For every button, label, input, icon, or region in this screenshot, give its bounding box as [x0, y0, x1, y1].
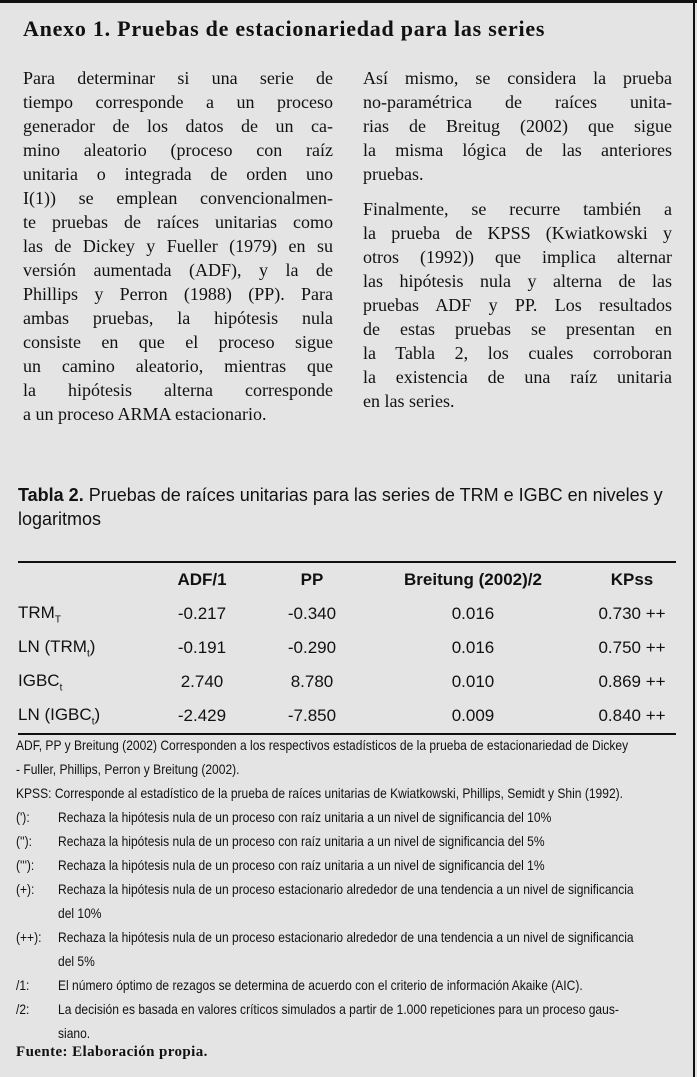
note-text: Rechaza la hipótesis nula de un proceso con raíz unitaria a un nivel de significancia del 5% — [58, 833, 545, 849]
table-header-row — [18, 562, 676, 597]
note-line: KPSS: Corresponde al estadístico de la prueba de raíces unitarias de Kwiatkowski, Phillips, Semidt y Shin (1992). — [16, 785, 623, 801]
text-line: la misma lógica de las anteriores — [363, 140, 672, 160]
header-adf: ADF/1 — [177, 570, 227, 589]
table-caption-text: Pruebas de raíces unitarias para las series de TRM e IGBC en niveles y logaritmos — [18, 485, 663, 529]
text-line: en las series. — [363, 391, 455, 411]
note-text: El número óptimo de rezagos se determina de acuerdo con el criterio de información Akaike (AIC). — [58, 977, 583, 993]
note-item — [16, 1021, 686, 1045]
series-name: LN (IGBC — [18, 704, 92, 724]
series-suffix: ) — [94, 704, 101, 724]
note-item — [16, 949, 686, 973]
note-label: /1: — [16, 977, 30, 993]
kpss-value: 0.869 ++ — [598, 672, 666, 691]
note-label: (+): — [16, 881, 35, 897]
note-item — [16, 925, 686, 949]
pp-value: 8.780 — [290, 672, 334, 691]
adf-value: 2.740 — [180, 672, 224, 691]
text-line: pruebas. — [363, 164, 424, 184]
breitung-value: 0.010 — [451, 672, 495, 691]
adf-value: -2.429 — [177, 706, 227, 725]
frame-top-rule — [0, 0, 697, 3]
note-item — [16, 853, 686, 877]
pp-value: -0.290 — [287, 638, 337, 657]
text-line: no-paramétrica de raíces unita- — [363, 92, 672, 112]
text-line: a un proceso ARMA estacionario. — [23, 404, 267, 424]
series-subscript: t — [59, 682, 63, 694]
header-series — [18, 562, 138, 597]
paragraph-gap — [363, 186, 672, 197]
note-item — [16, 829, 686, 853]
series-subscript: T — [54, 614, 61, 626]
note-item — [16, 805, 686, 829]
note-text: siano. — [58, 1025, 91, 1041]
note-item — [16, 901, 686, 925]
text-line: consiste en que el proceso sigue — [23, 332, 333, 352]
table-notes — [16, 733, 686, 1045]
series-label — [18, 665, 138, 699]
table-row — [18, 699, 676, 734]
note-line: ADF, PP y Breitung (2002) Corresponden a los respectivos estadísticos de la prueba de estacionariedad de Dickey — [16, 737, 629, 753]
series-subscript: t — [91, 716, 95, 728]
text-line: ambas pruebas, la hipótesis nula — [23, 308, 333, 328]
series-label — [18, 631, 138, 665]
text-line: la Tabla 2, los cuales corroboran — [363, 343, 672, 363]
series-subscript: t — [86, 648, 90, 660]
note-label: /2: — [16, 1001, 30, 1017]
text-line: Para determinar si una serie de — [23, 68, 333, 88]
table-row — [18, 665, 676, 699]
text-line: de estas pruebas se presentan en — [363, 319, 672, 339]
text-line: Phillips y Perron (1988) (PP). Para — [23, 284, 333, 304]
adf-value: -0.217 — [177, 604, 227, 623]
breitung-value: 0.016 — [451, 638, 495, 657]
series-label — [18, 597, 138, 631]
note-item — [16, 997, 686, 1021]
header-pp: PP — [300, 570, 324, 589]
text-line: las hipótesis nula y alterna de las — [363, 271, 672, 291]
text-line: generador de los datos de un ca- — [23, 116, 333, 136]
kpss-value: 0.840 ++ — [598, 706, 666, 725]
right-column — [363, 66, 672, 413]
text-line: mino aleatorio (proceso con raíz — [23, 140, 333, 160]
text-line: la prueba de KPSS (Kwiatkowski y — [363, 223, 672, 243]
series-suffix: ) — [89, 636, 96, 656]
frame-right-rule — [693, 0, 695, 1077]
text-line: Finalmente, se recurre también a — [363, 199, 672, 219]
breitung-value: 0.009 — [451, 706, 495, 725]
header-breitung: Breitung (2002)/2 — [404, 570, 542, 589]
note-text: La decisión es basada en valores críticos simulados a partir de 1.000 repeticiones para un proceso gaus- — [58, 1001, 619, 1017]
note-text: Rechaza la hipótesis nula de un proceso estacionario alrededor de una tendencia a un nivel de significancia — [58, 881, 634, 897]
text-line: tiempo corresponde a un proceso — [23, 92, 333, 112]
note-label: (''): — [16, 833, 32, 849]
note-text: Rechaza la hipótesis nula de un proceso estacionario alrededor de una tendencia a un nivel de significancia — [58, 929, 634, 945]
text-line: I(1)) se emplean convencionalmen- — [23, 188, 333, 208]
table-caption-label: Tabla 2. — [18, 485, 84, 505]
note-item — [16, 877, 686, 901]
kpss-value: 0.750 ++ — [598, 638, 666, 657]
note-line: - Fuller, Phillips, Perron y Breitung (2002). — [16, 761, 240, 777]
adf-value: -0.191 — [177, 638, 227, 657]
text-line: Así mismo, se considera la prueba — [363, 68, 672, 88]
source-note: Fuente: Elaboración propia. — [16, 1044, 208, 1060]
pp-value: -7.850 — [287, 706, 337, 725]
series-name: LN (TRM — [18, 636, 87, 656]
text-line: un camino aleatorio, mientras que — [23, 356, 333, 376]
text-line: la hipótesis alterna corresponde — [23, 380, 333, 400]
series-name: IGBC — [18, 670, 60, 690]
text-line: rias de Breitug (2002) que sigue — [363, 116, 672, 136]
table-row — [18, 597, 676, 631]
note-label: ('): — [16, 809, 30, 825]
note-label: (++): — [16, 929, 42, 945]
series-name: TRM — [18, 602, 55, 622]
unit-root-table — [18, 561, 676, 735]
table-caption — [18, 483, 683, 531]
text-line: las de Dickey y Fueller (1979) en su — [23, 236, 333, 256]
text-line: pruebas ADF y PP. Los resultados — [363, 295, 672, 315]
text-line: unitaria o integrada de orden uno — [23, 164, 333, 184]
text-line: la existencia de una raíz unitaria — [363, 367, 672, 387]
series-label — [18, 699, 138, 734]
text-line: te pruebas de raíces unitarias como — [23, 212, 333, 232]
note-text: Rechaza la hipótesis nula de un proceso con raíz unitaria a un nivel de significancia del 10% — [58, 809, 552, 825]
text-line: otros (1992)) que implica alternar — [363, 247, 672, 267]
note-item — [16, 973, 686, 997]
note-label: ('''): — [16, 857, 35, 873]
left-column — [23, 66, 333, 426]
kpss-value: 0.730 ++ — [598, 604, 666, 623]
annex-title: Anexo 1. Pruebas de estacionariedad para las series — [23, 16, 546, 41]
pp-value: -0.340 — [287, 604, 337, 623]
breitung-value: 0.016 — [451, 604, 495, 623]
note-text: del 10% — [58, 905, 102, 921]
note-text: Rechaza la hipótesis nula de un proceso con raíz unitaria a un nivel de significancia del 1% — [58, 857, 545, 873]
table-row — [18, 631, 676, 665]
note-text: del 5% — [58, 953, 95, 969]
text-line: versión aumentada (ADF), y la de — [23, 260, 333, 280]
header-kpss: KPss — [610, 570, 654, 589]
